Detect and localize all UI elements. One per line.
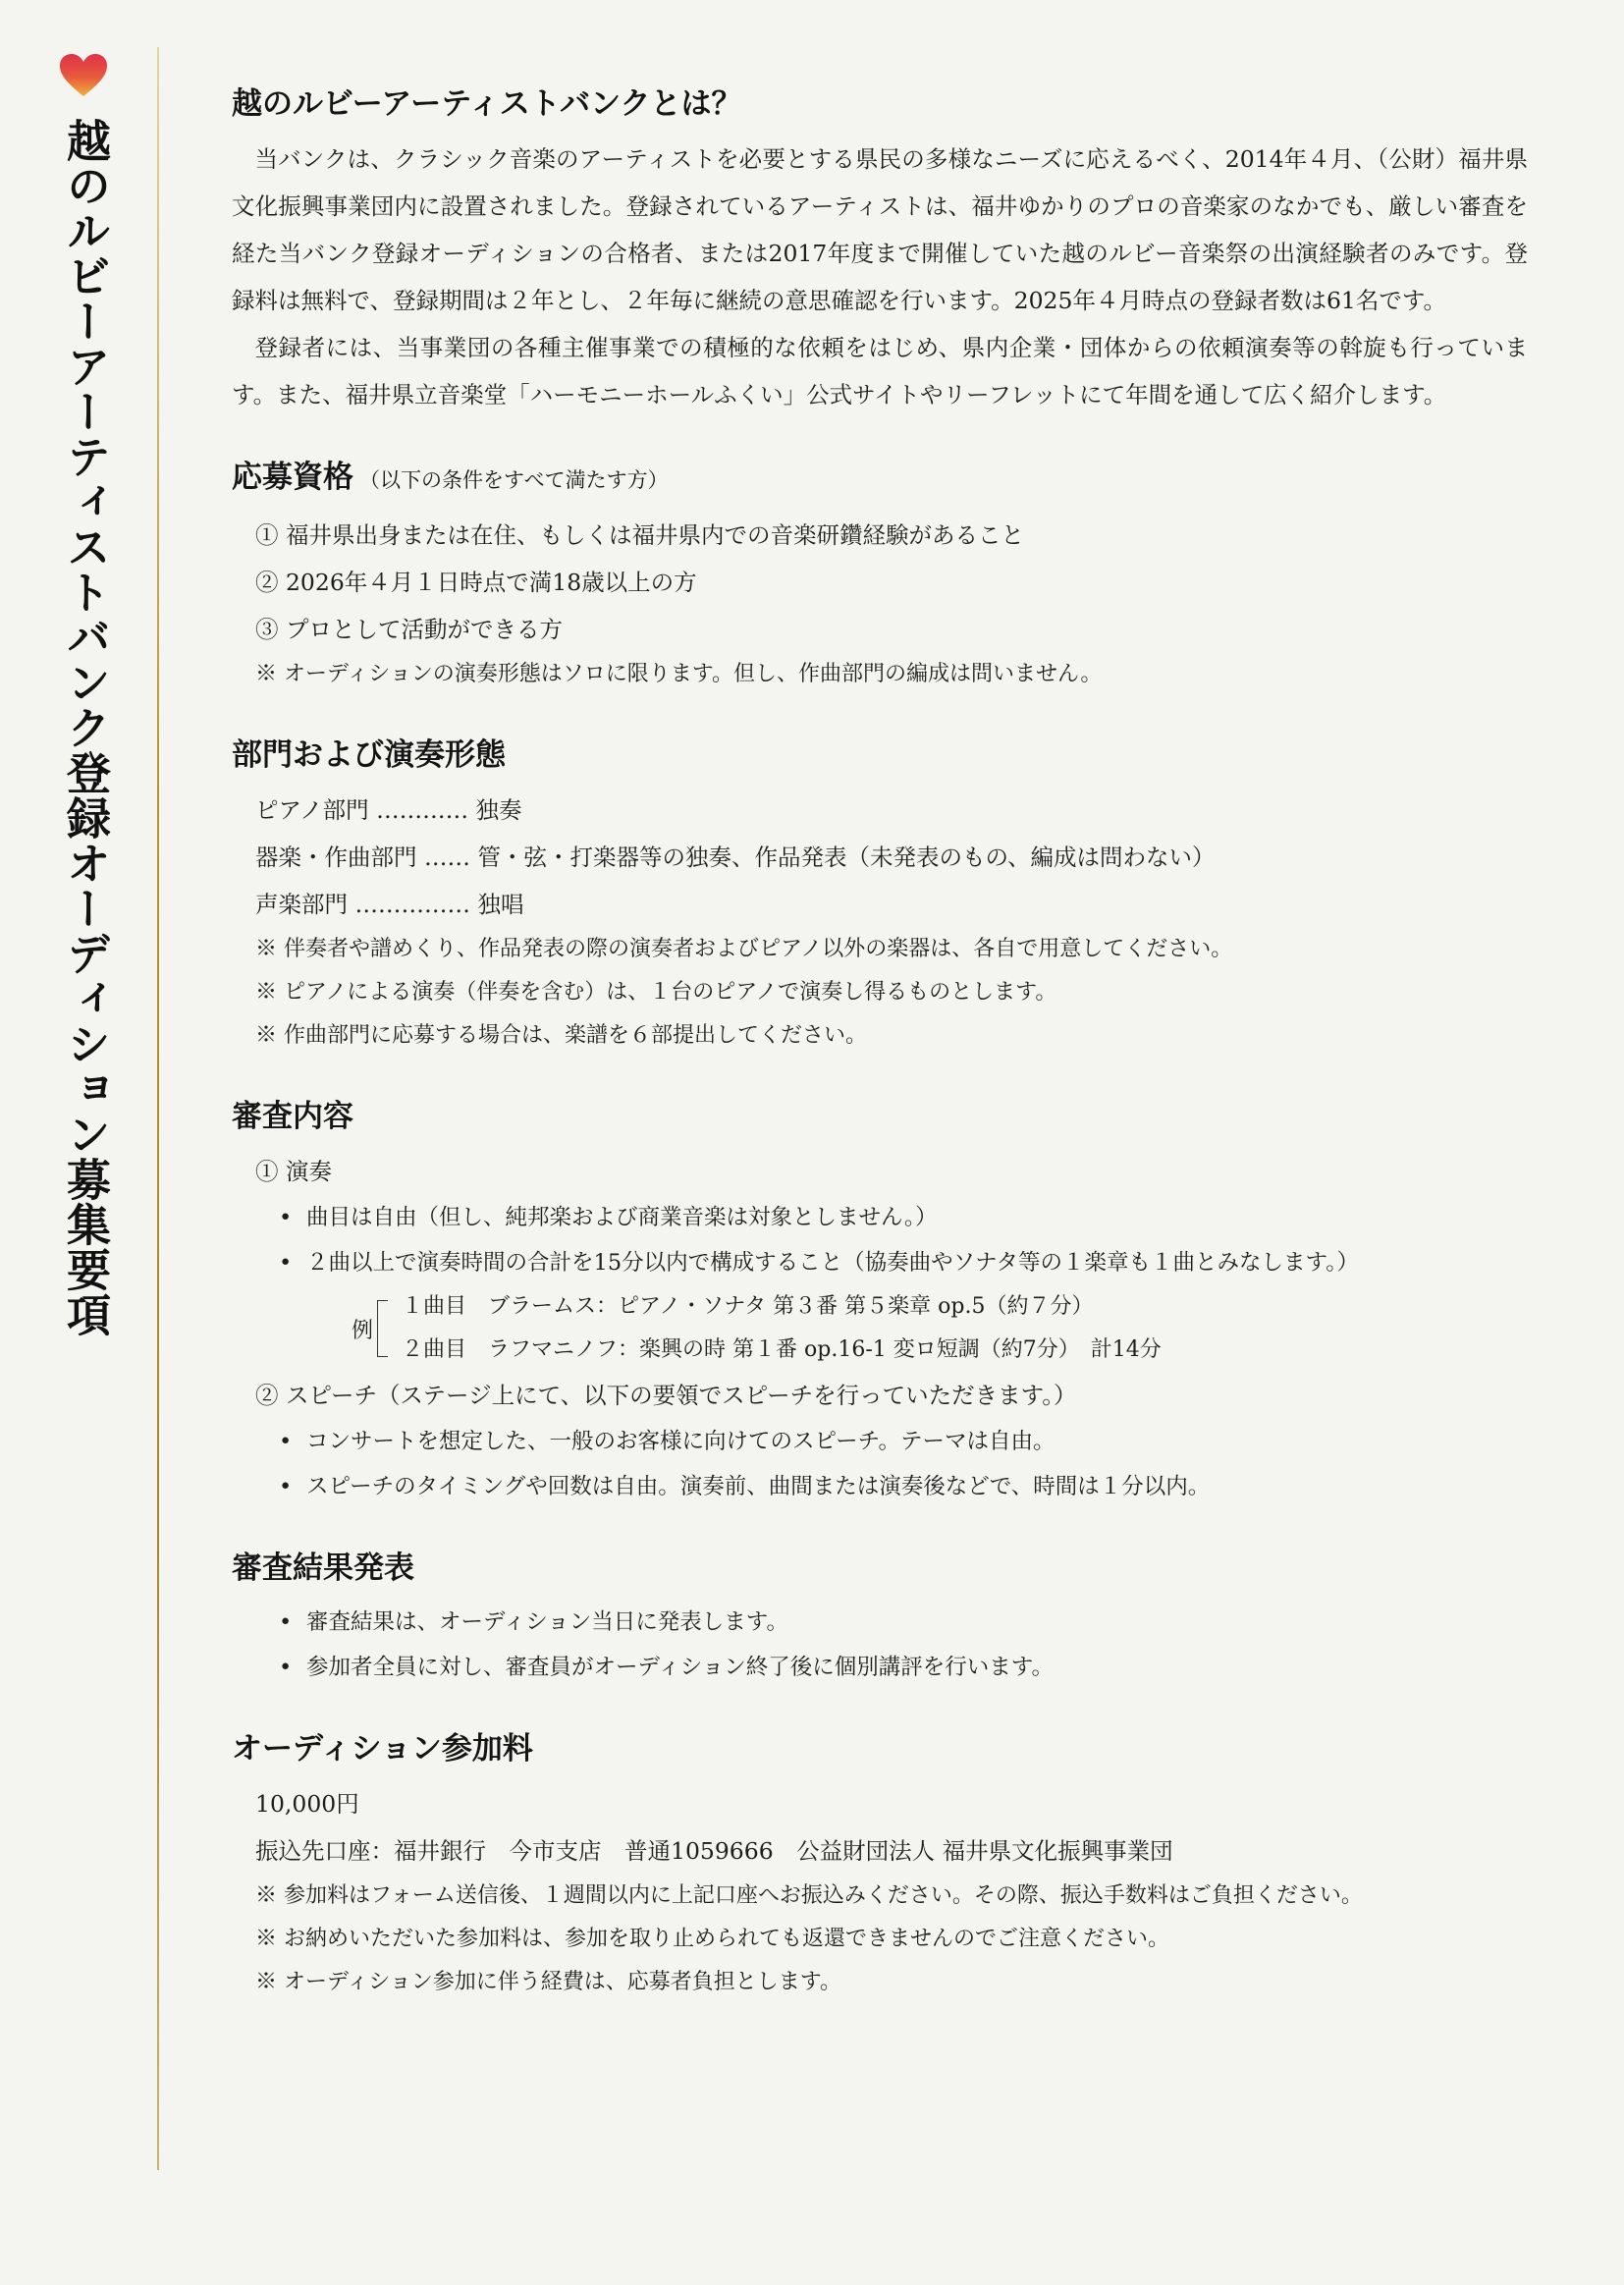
division-remark: ※ 伴奏者や譜めくり、作品発表の際の演奏者およびピアノ以外の楽器は、各自で用意してください。 <box>255 937 1233 961</box>
bullet-text: 参加者全員に対し、審査員がオーディション終了後に個別講評を行います。 <box>306 1655 1054 1680</box>
main-content <box>232 82 1528 2041</box>
review-performance-heading: ① 演奏 <box>255 1158 332 1185</box>
bullet-dot: • <box>279 1250 293 1276</box>
about-paragraph-2: 登録者には、当事業団の各種主催事業での積極的な依頼をはじめ、県内企業・団体からの依頼演奏等の斡旋も行っています。また、福井県立音楽堂「ハーモニーホールふくい」公式サイトやリーフレットにて年間を通して広く紹介します。 <box>232 334 1528 408</box>
section-fee <box>232 1727 1528 2004</box>
example-line: ２曲目 ラフマニノフ：楽興の時 第１番 op.16-1 変ロ短調（約7分） 計14分 <box>402 1337 1162 1362</box>
example-lines <box>402 1285 1162 1372</box>
eligibility-title-text: 応募資格 <box>232 460 353 495</box>
fee-bank-account: 振込先口座：福井銀行 今市支店 普通1059666 公益財団法人 福井県文化振興事業団 <box>255 1837 1173 1865</box>
fee-remark: ※ お納めいただいた参加料は、参加を取り止められても返還できませんのでご注意ください。 <box>255 1927 1169 1951</box>
vertical-page-title: 越のルビーアーティストバンク登録オーディション募集要項 <box>59 118 111 1337</box>
example-label: 例 <box>352 1318 374 1343</box>
eligibility-remark: ※ オーディションの演奏形態はソロに限ります。但し、作曲部門の編成は問いません。 <box>255 662 1103 686</box>
division-item: 声楽部門 …………… 独唱 <box>255 891 524 918</box>
gold-divider-rule <box>157 47 159 2170</box>
eligibility-item: ① 福井県出身または在住、もしくは福井県内での音楽研鑽経験があること <box>255 521 1024 549</box>
eligibility-item: ③ プロとして活動ができる方 <box>255 616 563 643</box>
review-speech-bullet <box>279 1464 1528 1509</box>
section-divisions <box>232 734 1528 1058</box>
bullet-dot: • <box>279 1474 293 1499</box>
section-about <box>232 82 1528 418</box>
bullet-text: 曲目は自由（但し、純邦楽および商業音楽は対象としません。） <box>306 1205 938 1230</box>
section-title-divisions: 部門および演奏形態 <box>232 737 506 773</box>
bullet-dot: • <box>279 1609 293 1635</box>
fee-remark: ※ 参加料はフォーム送信後、１週間以内に上記口座へお振込みください。その際、振込手数料はご負担ください。 <box>255 1883 1363 1908</box>
fee-remark: ※ オーディション参加に伴う経費は、応募者負担とします。 <box>255 1970 842 1994</box>
bullet-text: コンサートを想定した、一般のお客様に向けてのスピーチ。テーマは自由。 <box>306 1429 1056 1454</box>
section-review <box>232 1095 1528 1509</box>
bullet-dot: • <box>279 1205 293 1230</box>
review-performance-bullet <box>279 1240 1528 1285</box>
division-item: 器楽・作曲部門 …… 管・弦・打楽器等の独奏、作品発表（未発表のもの、編成は問わない） <box>255 843 1216 871</box>
section-title-fee: オーディション参加料 <box>232 1731 533 1767</box>
about-paragraph-1: 当バンクは、クラシック音楽のアーティストを必要とする県民の多様なニーズに応えるべく、2014年４月、（公財）福井県文化振興事業団内に設置されました。登録されているアーティストは、福井ゆかりのプロの音楽家のなかでも、厳しい審査を経た当バンク登録オーディションの合格者、または2017年度まで開催していた越のルビー音楽祭の出演経験者のみです。登録料は無料で、登録期間は２年とし、２年毎に継続の意思確認を行います。2025年４月時点の登録者数は61名です。 <box>232 145 1528 314</box>
section-title-results: 審査結果発表 <box>232 1551 414 1586</box>
bullet-text: スピーチのタイミングや回数は自由。演奏前、曲間または演奏後などで、時間は１分以内。 <box>306 1474 1211 1499</box>
section-title-about: 越のルビーアーティストバンクとは？ <box>232 86 742 122</box>
section-results <box>232 1547 1528 1690</box>
section-eligibility <box>232 456 1528 696</box>
ruby-heart-icon <box>59 53 108 98</box>
bullet-dot: • <box>279 1655 293 1680</box>
fee-amount: 10,000円 <box>255 1790 359 1818</box>
bullet-dot: • <box>279 1429 293 1454</box>
section-title-review: 審査内容 <box>232 1099 353 1134</box>
review-performance-bullet <box>279 1195 1528 1240</box>
bullet-text: 審査結果は、オーディション当日に発表します。 <box>306 1609 788 1635</box>
bullet-text: ２曲以上で演奏時間の合計を15分以内で構成すること（協奏曲やソナタ等の１楽章も１曲とみなします。） <box>306 1250 1359 1276</box>
section-title-eligibility <box>232 456 1528 502</box>
eligibility-item: ② 2026年４月１日時点で満18歳以上の方 <box>255 569 697 596</box>
division-remark: ※ ピアノによる演奏（伴奏を含む）は、１台のピアノで演奏し得るものとします。 <box>255 980 1057 1005</box>
results-bullet <box>279 1600 1528 1645</box>
results-bullet <box>279 1645 1528 1690</box>
program-example <box>352 1285 1528 1372</box>
example-line: １曲目 ブラームス：ピアノ・ソナタ 第３番 第５楽章 op.5（約７分） <box>402 1294 1094 1319</box>
division-remark: ※ 作曲部門に応募する場合は、楽譜を６部提出してください。 <box>255 1023 867 1048</box>
example-bracket <box>377 1300 388 1357</box>
review-speech-bullet <box>279 1419 1528 1464</box>
division-item: ピアノ部門 ………… 独奏 <box>255 796 522 824</box>
eligibility-title-note: （以下の条件をすべて満たす方） <box>359 468 669 492</box>
review-speech-heading: ② スピーチ（ステージ上にて、以下の要領でスピーチを行っていただきます。） <box>255 1382 1077 1409</box>
